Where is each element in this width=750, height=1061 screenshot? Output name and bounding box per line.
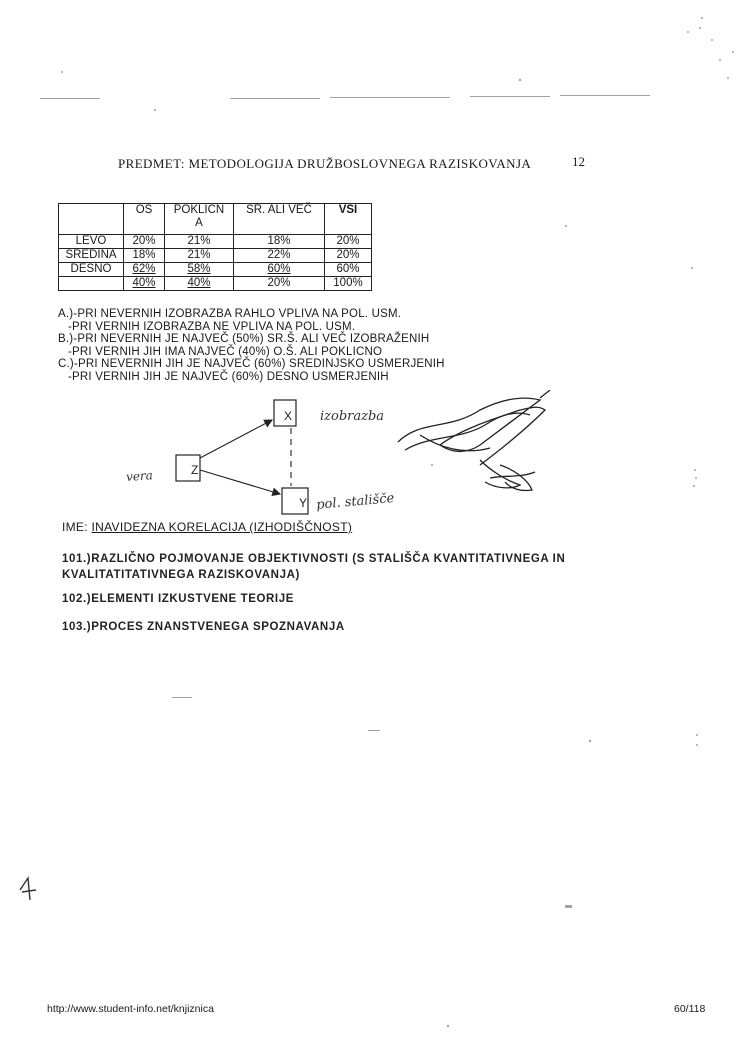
- table-cell: 21%: [165, 235, 234, 249]
- table-header-cell: SR. ALI VEČ: [234, 204, 325, 235]
- footer-page-number: 60/118: [674, 1003, 706, 1015]
- finding-line: -PRI VERNIH JIH JE NAJVEČ (60%) DESNO USMERJENIH: [68, 370, 389, 383]
- diagram-caption: [62, 520, 352, 534]
- finding-line: C.)-PRI NEVERNIH JIH JE NAJVEČ (60%) SREDINJSKO USMERJENIH: [58, 358, 445, 371]
- table-row: [59, 235, 372, 249]
- table-row: [59, 277, 372, 291]
- question-101-line2: KVALITATITATIVNEGA RAZISKOVANJA): [62, 569, 300, 581]
- node-z-label: Z: [191, 463, 199, 477]
- caption-title: INAVIDEZNA KORELACIJA (IZHODIŠČNOST): [91, 520, 353, 534]
- caption-prefix: IME:: [62, 520, 92, 534]
- question-101-line1: 101.)RAZLIČNO POJMOVANJE OBJEKTIVNOSTI (S STALIŠČA KVANTITATIVNEGA IN: [62, 553, 566, 565]
- table-cell: 18%: [234, 235, 325, 249]
- finding-line: -PRI VERNIH JIH IMA NAJVEČ (40%) O.Š. ALI POKLICNO: [68, 345, 383, 358]
- document-title: PREDMET: METODOLOGIJA DRUŽBOSLOVNEGA RAZISKOVANJA: [118, 156, 532, 171]
- footer-url: http://www.student-info.net/knjiznica: [47, 1003, 214, 1015]
- page-header: [0, 150, 750, 180]
- question-102: 102.)ELEMENTI IZKUSTVENE TEORIJE: [62, 593, 294, 605]
- table-header-cell: [59, 204, 124, 235]
- table-header-row: [59, 204, 372, 235]
- table-header-cell: POKLICN A: [165, 204, 234, 235]
- signature-scribble: [398, 390, 550, 491]
- node-y-label: Y: [299, 496, 308, 510]
- table-cell: 62%: [124, 263, 165, 277]
- table-cell: 60%: [325, 263, 372, 277]
- finding-line: B.)-PRI NEVERNIH JE NAJVEČ (50%) SR.Š. ALI VEČ IZOBRAŽENIH: [58, 333, 430, 346]
- row-label: SREDINA: [59, 249, 124, 263]
- handwritten-y-note: pol. stališče: [315, 491, 395, 513]
- row-label: LEVO: [59, 235, 124, 249]
- table-cell: 22%: [234, 249, 325, 263]
- table-cell: 60%: [234, 263, 325, 277]
- spurious-correlation-diagram: [120, 390, 680, 525]
- row-label: [59, 277, 124, 291]
- table-cell: 20%: [234, 277, 325, 291]
- arrow-z-to-y: [200, 470, 280, 494]
- table-header-cell: VSI: [325, 204, 372, 235]
- table-header-cell: OS: [124, 204, 165, 235]
- crosstab-table: [58, 203, 372, 291]
- table-cell: 21%: [165, 249, 234, 263]
- findings-list: [58, 308, 658, 384]
- table-cell: 18%: [124, 249, 165, 263]
- table-row: [59, 263, 372, 277]
- table-cell: 40%: [165, 277, 234, 291]
- arrow-z-to-x: [200, 420, 272, 458]
- table-cell: 40%: [124, 277, 165, 291]
- table-cell: 20%: [124, 235, 165, 249]
- table-cell: 58%: [165, 263, 234, 277]
- handwritten-z-note: vera: [125, 468, 154, 484]
- header-page-number: 12: [572, 154, 585, 169]
- handwritten-x-note: izobrazba: [320, 409, 385, 424]
- table-row: [59, 249, 372, 263]
- finding-line: -PRI VERNIH IZOBRAZBA NE VPLIVA NA POL. USM.: [68, 320, 356, 333]
- finding-line: A.)-PRI NEVERNIH IZOBRAZBA RAHLO VPLIVA NA POL. USM.: [58, 308, 402, 320]
- node-x-label: X: [284, 409, 293, 423]
- question-103: 103.)PROCES ZNANSTVENEGA SPOZNAVANJA: [62, 621, 345, 633]
- question-101: [62, 551, 712, 583]
- table-cell: 100%: [325, 277, 372, 291]
- row-label: DESNO: [59, 263, 124, 277]
- table-cell: 20%: [325, 235, 372, 249]
- table-cell: 20%: [325, 249, 372, 263]
